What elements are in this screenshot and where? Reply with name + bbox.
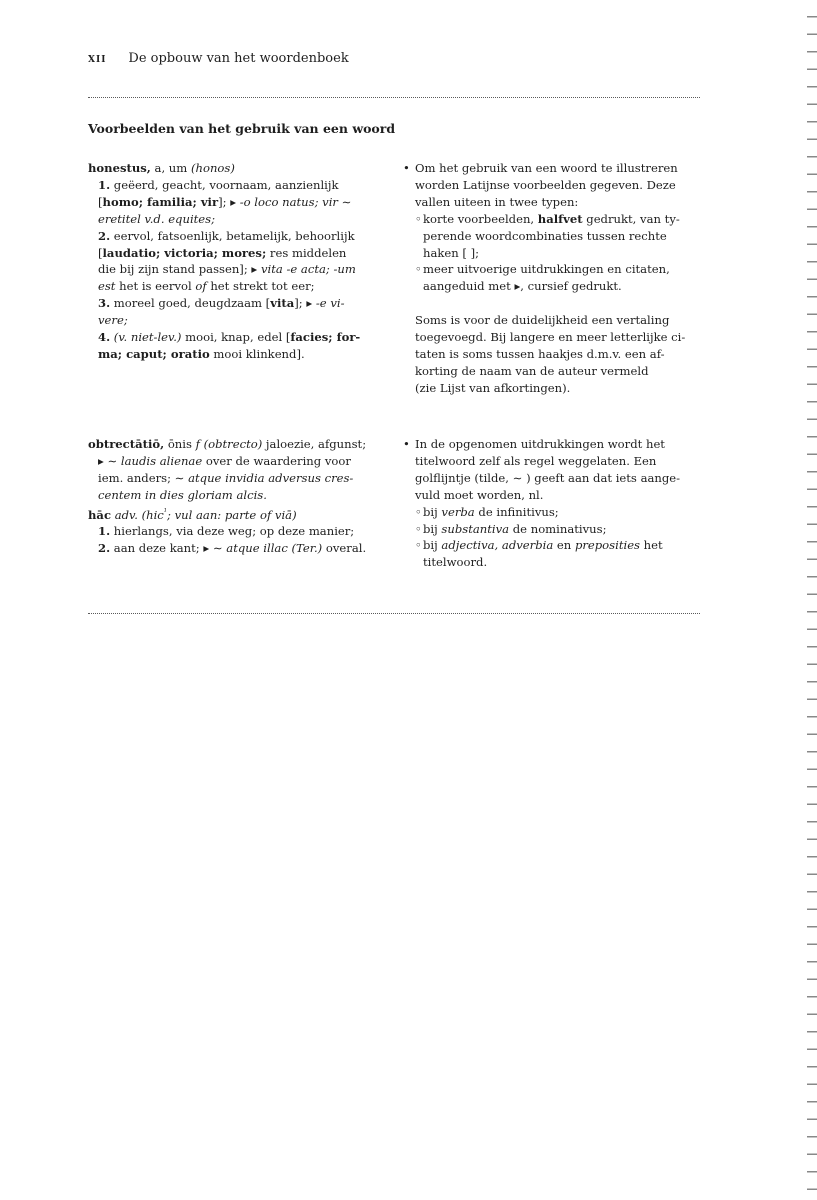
entry-line	[88, 329, 388, 346]
bullet: ◦	[415, 262, 422, 277]
bullet: ◦	[415, 521, 422, 536]
definition: mooi klinkend].	[209, 346, 305, 361]
dictionary-entry-honestus	[88, 160, 388, 363]
text-italic: preposities	[574, 538, 640, 553]
entry-line	[88, 346, 388, 363]
text: bij	[423, 521, 442, 536]
example-italic: -o loco natus; vir ∼	[239, 194, 352, 209]
explanation-block-1	[403, 160, 708, 397]
example-italic: of	[195, 279, 207, 294]
sense-number: 2.	[98, 228, 111, 243]
entry-line	[88, 194, 388, 211]
text: gedrukt, van ty-	[582, 211, 680, 226]
example-italic: -e vi-	[315, 296, 345, 311]
entry-line	[88, 177, 388, 194]
entry-line	[88, 245, 388, 262]
example-bold: homo; familia; vir	[102, 194, 219, 209]
text-line	[423, 211, 708, 228]
list-item	[403, 261, 708, 295]
text: bij	[423, 504, 442, 519]
example-italic: atque illac (Ter.)	[226, 541, 323, 556]
bullet: ◦	[415, 504, 422, 519]
inflection: ōnis	[164, 437, 196, 451]
example-bold: ma; caput; oratio	[98, 346, 210, 361]
entry-line	[88, 278, 388, 295]
definition: eervol, fatsoenlijk, betamelijk, behoorlijk	[110, 228, 355, 243]
list-item	[403, 537, 708, 571]
example-italic: vere;	[98, 313, 128, 328]
definition: aan deze kant; ▸ ∼	[110, 541, 227, 556]
dotted-rule-top	[88, 97, 700, 98]
explanation-paragraph	[403, 436, 708, 504]
entry-line	[88, 453, 388, 470]
text: en	[553, 538, 575, 553]
definition: hierlangs, via deze weg; op deze manier;	[110, 524, 355, 539]
entry-line	[88, 295, 388, 312]
separator: ]; ▸	[294, 296, 316, 311]
text-line: titelwoord.	[423, 555, 488, 570]
inflection: a, um	[150, 161, 191, 175]
example-italic: vita -e acta; -um	[260, 262, 356, 277]
text-line: Soms is voor de duidelijkheid een vertaling	[415, 313, 670, 328]
explanation-block-2	[403, 436, 708, 571]
text-line: meer uitvoerige uitdrukkingen en citaten,	[423, 262, 670, 277]
entry-line	[88, 487, 388, 504]
text-line: worden Latijnse voorbeelden gegeven. Deze	[415, 177, 676, 192]
example-bold: vita	[270, 296, 295, 311]
entry-line	[88, 228, 388, 245]
page-header	[88, 50, 349, 68]
explanation-paragraph	[403, 160, 708, 211]
bullet: ◦	[415, 538, 422, 553]
etymology: ; vul aan: parte of viā)	[167, 507, 297, 522]
list-item	[403, 521, 708, 538]
definition: die bij zijn stand passen]; ▸	[98, 262, 261, 277]
usage-label: (v. niet-lev.)	[113, 330, 182, 345]
text-line	[423, 537, 708, 554]
definition: iem. anders; ∼	[98, 470, 189, 485]
text-line: toegevoegd. Bij langere en meer letterlijke ci-	[415, 330, 686, 345]
example-italic: atque invidia adversus cres-	[188, 470, 354, 485]
etymology: adv. (hic	[111, 507, 164, 522]
bracket: [	[98, 194, 103, 209]
example-bold: facies; for-	[290, 330, 361, 345]
text-italic: verba	[441, 504, 475, 519]
headword: honestus,	[88, 161, 151, 175]
bullet: •	[403, 437, 410, 451]
headword: obtrectātiō,	[88, 437, 165, 451]
definition: geëerd, geacht, voornaam, aanzienlijk	[110, 177, 339, 192]
example-bold: laudatio; victoria; mores;	[102, 245, 267, 260]
text: het	[640, 538, 663, 553]
text-line: Om het gebruik van een woord te illustreren	[415, 161, 678, 175]
margin-tick-marks	[807, 0, 817, 1200]
definition: over de waardering voor	[202, 453, 351, 468]
text-line: haken [ ];	[423, 245, 480, 260]
text-line: perende woordcombinaties tussen rechte	[423, 228, 667, 243]
definition: jaloezie, afgunst;	[262, 437, 367, 451]
separator: ▸ ∼	[98, 453, 121, 468]
separator: ]; ▸	[218, 194, 240, 209]
headword: hāc	[88, 507, 112, 522]
sense-number: 3.	[98, 296, 111, 311]
text: bij	[423, 538, 442, 553]
sense-number: 4.	[98, 330, 111, 345]
definition: overal.	[322, 541, 367, 556]
explanation-paragraph	[403, 312, 708, 397]
entry-line	[88, 211, 388, 228]
text-line: taten is soms tussen haakjes d.m.v. een af-	[415, 347, 665, 362]
entry-line	[88, 540, 388, 557]
text: de infinitivus;	[474, 504, 559, 519]
text: korte voorbeelden,	[423, 211, 538, 226]
section-title: Voorbeelden van het gebruik van een woord	[88, 121, 396, 136]
text-line	[423, 521, 708, 538]
text-line: aangeduid met ▸, cursief gedrukt.	[423, 279, 622, 294]
entry-line	[88, 523, 388, 540]
text-line: korting de naam van de auteur vermeld	[415, 363, 649, 378]
sense-number: 2.	[98, 541, 111, 556]
example-italic: est	[98, 279, 116, 294]
bullet: ◦	[415, 211, 422, 226]
etymology: f (obtrecto)	[195, 437, 263, 451]
sense-number: 1.	[98, 524, 111, 539]
page-number: xii	[88, 51, 107, 66]
dictionary-entry-obtrectatio	[88, 436, 388, 557]
text-line: golflijntje (tilde, ∼ ) geeft aan dat iets aange-	[415, 470, 681, 485]
definition: moreel goed, deugdzaam [	[110, 296, 271, 311]
example-italic: eretitel v.d. equites;	[98, 211, 216, 226]
dotted-rule-bottom	[88, 613, 700, 614]
definition: res middelen	[266, 245, 347, 260]
definition: mooi, knap, edel [	[181, 330, 291, 345]
text: de nominativus;	[509, 521, 607, 536]
text-bold: halfvet	[537, 211, 583, 226]
bracket: [	[98, 245, 103, 260]
entry-line	[88, 470, 388, 487]
text-italic: substantiva	[441, 521, 510, 536]
list-item	[403, 504, 708, 521]
example-italic: laudis alienae	[120, 453, 203, 468]
sense-number: 1.	[98, 177, 111, 192]
entry-line	[88, 261, 388, 278]
entry-line	[88, 312, 388, 329]
definition: het strekt tot eer;	[206, 279, 315, 294]
text-italic: adjectiva, adverbia	[441, 538, 554, 553]
etymology: (honos)	[190, 161, 235, 175]
text-line: vuld moet worden, nl.	[415, 487, 544, 502]
homograph-number: ¹	[163, 506, 167, 516]
bullet: •	[403, 161, 410, 175]
definition: het is eervol	[115, 279, 196, 294]
example-italic: centem in dies gloriam alcis.	[98, 487, 267, 502]
entry-line	[88, 504, 388, 524]
text-line	[423, 504, 708, 521]
text-line: (zie Lijst van afkortingen).	[415, 380, 571, 395]
text-line: titelwoord zelf als regel weggelaten. Een	[415, 453, 657, 468]
entry-line	[88, 436, 388, 453]
text-line: vallen uiteen in twee typen:	[415, 194, 579, 209]
text-line: In de opgenomen uitdrukkingen wordt het	[415, 437, 665, 451]
running-title: De opbouw van het woordenboek	[128, 51, 349, 66]
entry-line	[88, 160, 388, 177]
list-item	[403, 211, 708, 262]
